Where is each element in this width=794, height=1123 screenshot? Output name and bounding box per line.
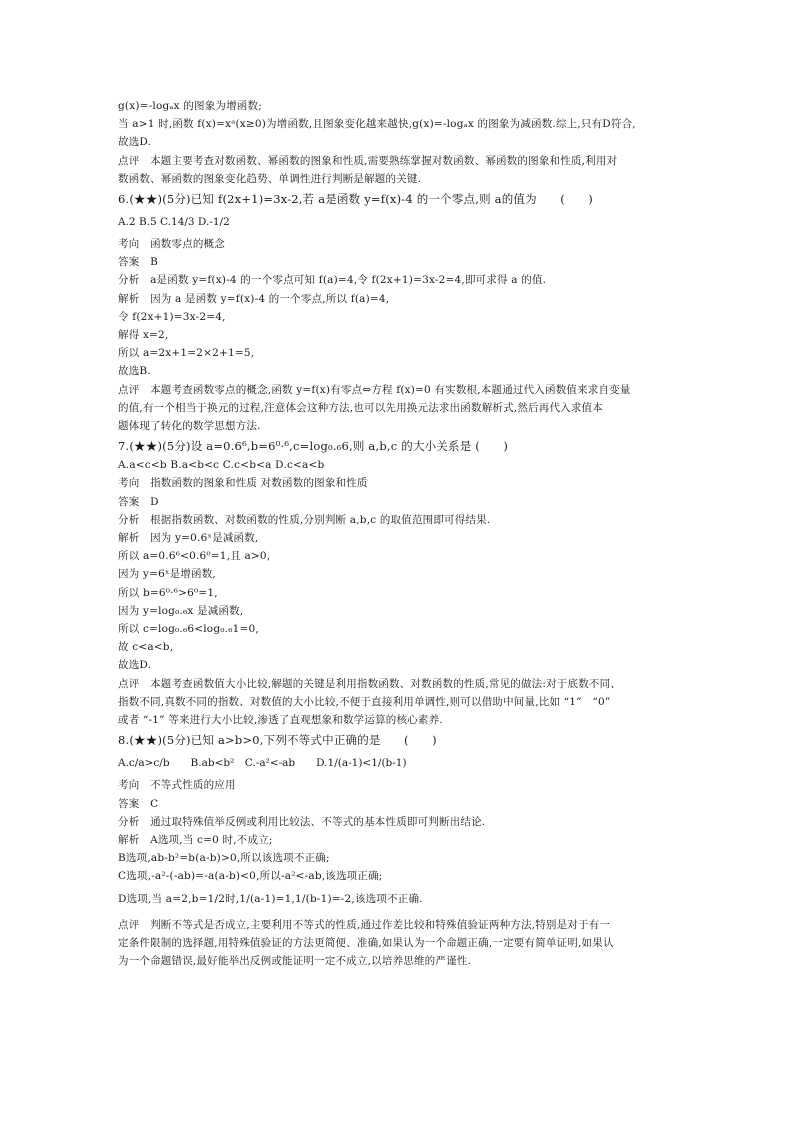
text-line: g(x)=-logₐx 的图象为增函数; bbox=[118, 100, 262, 112]
question-6-comment-line: 的值,有一个相当于换元的过程,注意体会这种方法,也可以先用换元法求出函数解析式,然后再代入求值本 bbox=[118, 401, 603, 414]
question-6-comment-line: 点评 本题考查函数零点的概念,函数 y=f(x)有零点⇔方程 f(x)=0 有实数根,本题通过代入函数值来求自变量 bbox=[118, 383, 631, 396]
question-7-answer: 答案 D bbox=[118, 495, 159, 508]
question-8-comment-line: 点评 判断不等式是否成立,主要利用不等式的性质,通过作差比较和特殊值验证两种方法,特别是对于有一 bbox=[118, 918, 611, 931]
question-7-comment-line: 点评 本题考查函数值大小比较,解题的关键是利用指数函数、对数函数的性质,常见的做法:对于底数不同、 bbox=[118, 677, 622, 690]
question-8-answer: 答案 C bbox=[118, 797, 159, 810]
question-8-topic: 考向 不等式性质的应用 bbox=[118, 779, 236, 792]
question-7-topic: 考向 指数函数的图象和性质 对数函数的图象和性质 bbox=[118, 477, 368, 490]
question-7-solution-line: 故选D. bbox=[118, 659, 152, 672]
question-7-solution-line: 因为 y=log₀.₆x 是减函数, bbox=[118, 604, 244, 617]
question-8-solution-line: 解析 A选项,当 c=0 时,不成立; bbox=[118, 833, 273, 846]
question-7-options: A.a<c<b B.a<b<c C.c<b<a D.c<a<b bbox=[118, 459, 325, 472]
question-6-solution-line: 令 f(2x+1)=3x-2=4, bbox=[118, 310, 226, 323]
question-6-stem: 6.(★★)(5分)已知 f(2x+1)=3x-2,若 a是函数 y=f(x)-4 的一个零点,则 a的值为 ( ) bbox=[118, 192, 593, 207]
question-7-analysis: 分析 根据指数函数、对数函数的性质,分别判断 a,b,c 的取值范围即可得结果. bbox=[118, 513, 491, 526]
text-line: 故选D. bbox=[118, 136, 152, 149]
question-7-solution-line: 因为 y=6ˣ是增函数, bbox=[118, 568, 216, 581]
question-8-solution-line: D选项,当 a=2,b=1/2时,1/(a-1)=1,1/(b-1)=-2,该选项不正确. bbox=[118, 892, 423, 905]
question-6-options: A.2 B.5 C.14/3 D.-1/2 bbox=[118, 216, 230, 229]
question-7-solution-line: 所以 a=0.6⁶<0.6⁰=1,且 a>0, bbox=[118, 550, 271, 563]
question-6-solution-line: 故选B. bbox=[118, 365, 151, 378]
question-8-analysis: 分析 通过取特殊值举反例或利用比较法、不等式的基本性质即可判断出结论. bbox=[118, 815, 486, 828]
question-8-options: A.c/a>c/b B.ab<b² C.-a²<-ab D.1/(a-1)<1/(b-1) bbox=[118, 757, 407, 770]
question-7-solution-line: 故 c<a<b, bbox=[118, 641, 174, 654]
question-6-analysis: 分析 a是函数 y=f(x)-4 的一个零点可知 f(a)=4,令 f(2x+1)=3x-2=4,即可求得 a 的值. bbox=[118, 274, 547, 287]
question-8-comment-line: 定条件限制的选择题,用特殊值验证的方法更简便、准确,如果认为一个命题正确,一定要有简单证明,如果认 bbox=[118, 936, 614, 949]
comment-line: 点评 本题主要考查对数函数、幂函数的图象和性质,需要熟练掌握对数函数、幂函数的图象和性质,利用对 bbox=[118, 154, 618, 167]
question-7-solution-line: 所以 b=6⁰·⁶>6⁰=1, bbox=[118, 586, 218, 599]
question-7-stem: 7.(★★)(5分)设 a=0.6⁶,b=6⁰·⁶,c=log₀.₆6,则 a,b,c 的大小关系是 ( ) bbox=[118, 439, 509, 454]
question-8-stem: 8.(★★)(5分)已知 a>b>0,下列不等式中正确的是 ( ) bbox=[118, 733, 437, 748]
text-line: 当 a>1 时,函数 f(x)=xᵃ(x≥0)为增函数,且图象变化越来越快,g(x)=-logₐx 的图象为减函数.综上,只有D符合, bbox=[118, 118, 636, 131]
question-8-solution-line: B选项,ab-b²=b(a-b)>0,所以该选项不正确; bbox=[118, 852, 330, 865]
question-6-solution-line: 所以 a=2x+1=2×2+1=5, bbox=[118, 347, 255, 360]
question-6-topic: 考向 函数零点的概念 bbox=[118, 238, 225, 251]
question-7-solution-line: 所以 c=log₀.₆6<log₀.₆1=0, bbox=[118, 623, 259, 636]
question-6-answer: 答案 B bbox=[118, 256, 159, 269]
question-8-solution-line: C选项,-a²-(-ab)=-a(a-b)<0,所以-a²<-ab,该选项正确; bbox=[118, 870, 383, 883]
document-page bbox=[118, 97, 680, 970]
comment-line: 数函数、幂函数的图象变化趋势、单调性进行判断是解题的关键. bbox=[118, 172, 422, 185]
question-7-comment-line: 或者 “-1” 等来进行大小比较,渗透了直观想象和数学运算的核心素养. bbox=[118, 714, 443, 727]
question-7-comment-line: 指数不同,真数不同的指数、对数值的大小比较,不便于直接利用单调性,则可以借助中间量,比如 “1” “0” bbox=[118, 695, 611, 708]
question-6-solution-line: 解析 因为 a 是函数 y=f(x)-4 的一个零点,所以 f(a)=4, bbox=[118, 292, 390, 305]
question-6-solution-line: 解得 x=2, bbox=[118, 329, 169, 342]
question-7-solution-line: 解析 因为 y=0.6ˣ是减函数, bbox=[118, 532, 259, 545]
question-6-comment-line: 题体现了转化的数学思想方法. bbox=[118, 420, 261, 433]
question-8-comment-line: 为一个命题错误,最好能举出反例或能证明一定不成立,以培养思维的严谨性. bbox=[118, 954, 472, 967]
